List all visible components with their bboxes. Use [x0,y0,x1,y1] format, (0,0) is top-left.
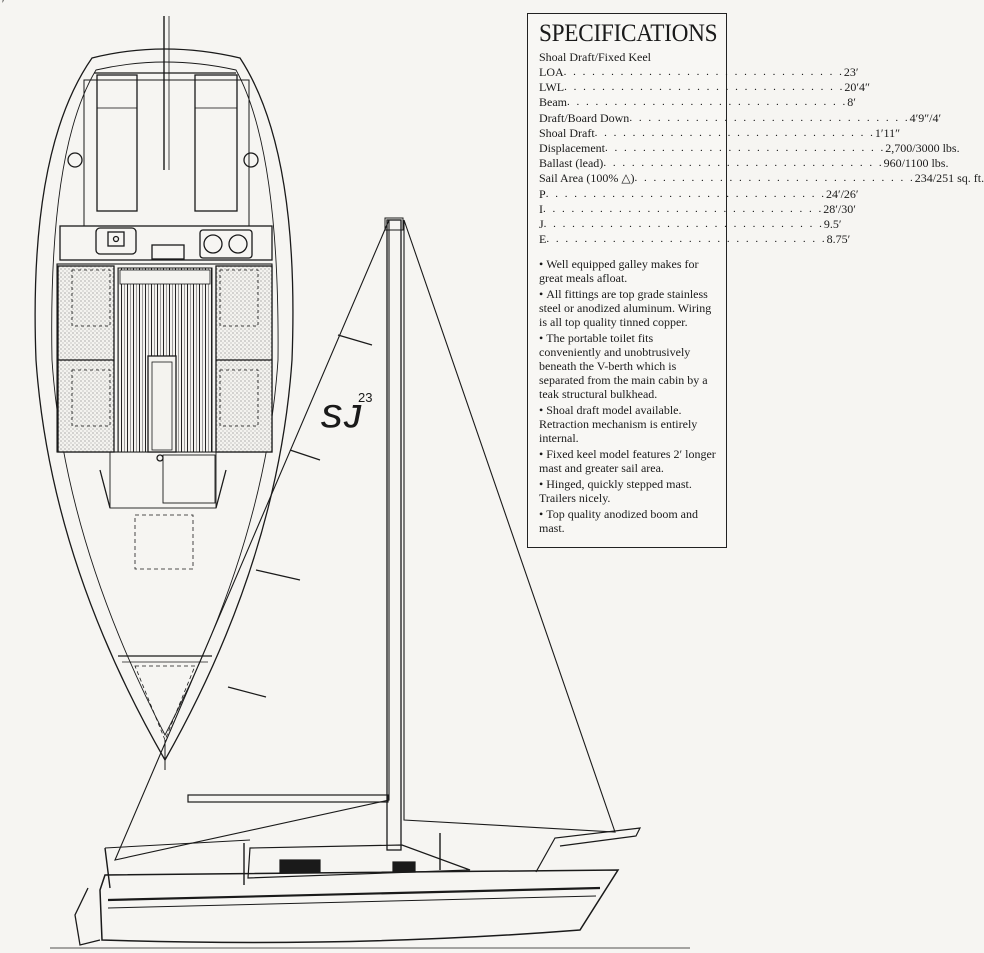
sj-logo [320,390,372,436]
spec-row [539,201,856,217]
dot-leader: . . . . . . . . . . . . . . . . . . . . . . . . . . . . . . [629,111,910,124]
feature-text: All fittings are top grade stainless steel or anodized aluminum. Wiring is all top quality tinned copper. [539,287,712,330]
feature-text: Fixed keel model features 2′ longer mast and greater sail area. [539,447,716,476]
logo-text: SJ [320,398,362,436]
spec-row [539,186,859,202]
bullet-icon: • [539,403,544,418]
feature-item [539,477,718,505]
spec-label: P [539,186,546,201]
spec-label: Ballast (lead) [539,156,604,171]
spec-label: J [539,217,544,232]
bullet-icon: • [539,331,544,346]
spec-row [539,141,960,156]
dot-leader: . . . . . . . . . . . . . . . . . . . . . . . . . . . . . . [603,157,884,170]
dot-leader: . . . . . . . . . . . . . . . . . . . . . . . . . . . . . . [545,187,826,200]
bullet-icon: • [539,507,544,522]
feature-text: Hinged, quickly stepped mast. Trailers nicely. [539,477,692,506]
spec-row [539,156,949,171]
spec-rows [539,65,984,247]
spec-label: Draft/Board Down [539,110,630,125]
feature-item [539,331,718,401]
spec-row [539,232,851,247]
spec-label: LWL [539,80,565,95]
bullet-icon: • [539,257,544,272]
spec-value: 8.75′ [826,232,851,247]
spec-value: 8′ [847,95,856,110]
spec-value: 20′4″ [844,80,870,95]
feature-text: Well equipped galley makes for great meals afloat. [539,257,699,286]
feature-text: Shoal draft model available. Retraction mechanism is entirely internal. [539,403,698,446]
feature-item [539,287,718,329]
deck-plan-view [35,16,293,770]
spec-label: LOA [539,65,564,79]
dot-leader: . . . . . . . . . . . . . . . . . . . . . . . . . . . . . . [563,66,844,78]
spec-value: 234/251 sq. ft. [914,171,984,186]
feature-item [539,257,718,285]
spec-row [539,95,856,110]
spec-value: 23′ [843,65,859,79]
spec-value: 28′/30′ [823,201,856,216]
dot-leader: . . . . . . . . . . . . . . . . . . . . . . . . . . . . . . [564,81,845,94]
bullet-icon: • [539,477,544,492]
specs-subtitle: Shoal Draft/Fixed Keel [539,50,651,64]
spec-row [539,171,984,186]
spec-label: Displacement [539,141,605,156]
feature-list [539,257,718,535]
spec-label: Shoal Draft [539,125,595,140]
spec-row [539,110,942,126]
dot-leader: . . . . . . . . . . . . . . . . . . . . . . . . . . . . . . [543,218,824,231]
dot-leader: . . . . . . . . . . . . . . . . . . . . . . . . . . . . . . [543,202,824,215]
spec-value: 9.5′ [823,217,842,232]
model-number: 23 [358,390,373,405]
specifications-panel [527,13,984,548]
spec-value: 960/1100 lbs. [883,156,949,171]
dot-leader: . . . . . . . . . . . . . . . . . . . . . . . . . . . . . . [634,172,915,185]
spec-row [539,125,901,141]
spec-value: 4′9″/4′ [909,110,942,125]
spec-value: 24′/26′ [825,186,859,201]
spec-label: I [539,201,543,216]
feature-item [539,447,718,475]
spec-value: 1′11″ [874,125,901,140]
dot-leader: . . . . . . . . . . . . . . . . . . . . . . . . . . . . . . [567,96,848,109]
bullet-icon: • [539,447,544,462]
bullet-icon: • [539,287,544,302]
spec-label: E [539,232,547,247]
dot-leader: . . . . . . . . . . . . . . . . . . . . . . . . . . . . . . [546,233,827,246]
spec-row [539,80,870,95]
boom [188,795,388,802]
feature-text: Top quality anodized boom and mast. [539,507,698,536]
spec-value: 2,700/3000 lbs. [885,141,960,156]
spec-label: Sail Area (100% △) [539,171,635,186]
specs-title: SPECIFICATIONS [539,20,718,47]
feature-text: The portable toilet fits conveniently and unobtrusively beneath the V-berth which is separated from the main cabin by a teak structural bulkhead. [539,331,708,402]
spec-label: Beam [539,95,567,110]
dot-leader: . . . . . . . . . . . . . . . . . . . . . . . . . . . . . . [604,142,886,155]
spec-row [539,65,859,80]
feature-item [539,507,718,535]
feature-item [539,403,718,445]
dot-leader: . . . . . . . . . . . . . . . . . . . . . . . . . . . . . . [594,126,875,139]
spec-row [539,217,842,232]
corner-tick-mark: ′ [2,0,5,10]
